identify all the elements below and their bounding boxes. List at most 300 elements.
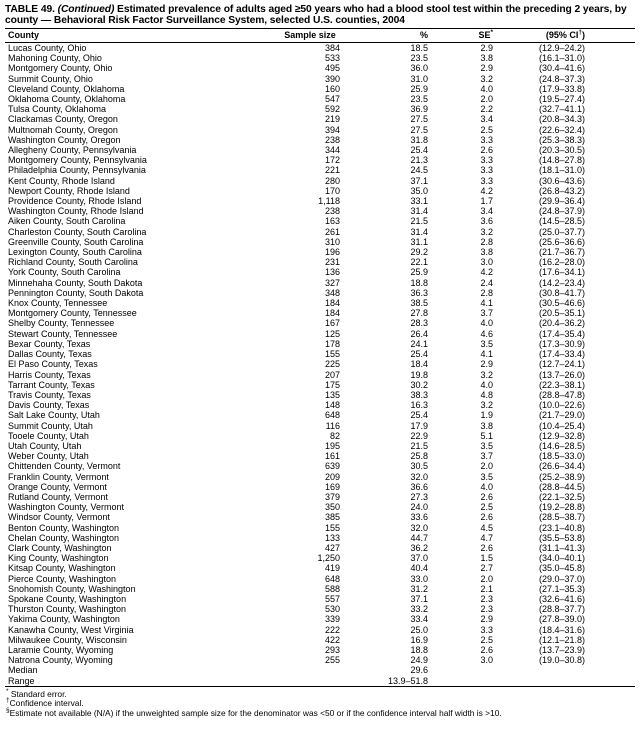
value-cell: 19.8 [410,369,428,380]
spacer-cell [585,339,635,349]
county-cell: Greenville County, South Carolina [8,236,144,247]
header-ci: (95% CI†) [545,29,585,40]
table-row [5,43,635,54]
value-cell: 184 [324,298,340,309]
value-cell: (30.6–43.6) [538,175,585,186]
footnote-marker: † [6,697,10,705]
spacer-cell [585,359,635,369]
spacer-cell [585,308,635,318]
county-cell: Montgomery County, Pennsylvania [8,155,147,166]
value-cell: 3.8 [480,247,493,258]
value-cell: 18.8 [410,644,428,655]
value-cell: 23.5 [410,53,428,64]
table-row [5,176,635,186]
value-cell: 37.1 [410,593,428,604]
value-cell: 4.2 [480,267,493,278]
value-cell: 3.3 [480,155,493,166]
value-cell: 178 [324,338,340,349]
county-cell: Bexar County, Texas [8,338,91,349]
value-cell: 36.0 [410,63,428,74]
value-cell: 25.8 [410,451,428,462]
table-row [5,604,635,614]
value-cell: 32.0 [410,522,428,533]
value-cell: 163 [324,216,340,227]
table-row [5,145,635,155]
value-cell: 2.1 [480,583,493,594]
footnote-line [6,709,635,719]
value-cell: 3.7 [480,451,493,462]
value-cell: (35.5–53.8) [538,532,585,543]
county-cell: Tarrant County, Texas [8,379,95,390]
spacer-cell [585,533,635,543]
value-cell: 33.0 [410,573,428,584]
value-cell: 35.0 [410,185,428,196]
spacer-cell [585,74,635,84]
value-cell: (27.1–35.3) [538,583,585,594]
value-cell: 3.3 [480,624,493,635]
value-cell: (25.6–36.6) [538,236,585,247]
table-row [5,94,635,104]
table-row [5,482,635,492]
value-cell: 3.2 [480,400,493,411]
value-cell [428,665,493,675]
value-cell: (32.6–41.6) [538,593,585,604]
value-cell: (29.9–36.4) [538,196,585,207]
table-row [5,400,635,410]
spacer-cell [585,216,635,226]
table-row [5,553,635,563]
table-row [5,574,635,584]
table-row [5,247,635,257]
value-cell: 4.0 [480,318,493,329]
value-cell: 40.4 [410,563,428,574]
value-cell: (29.0–37.0) [538,573,585,584]
county-cell: El Paso County, Texas [8,359,98,370]
spacer-cell [585,553,635,563]
value-cell: (10.0–22.6) [538,400,585,411]
county-cell: Washington County, Rhode Island [8,206,144,217]
spacer-cell [585,298,635,308]
spacer-cell [585,421,635,431]
value-cell: (28.8–44.5) [538,481,585,492]
spacer-cell [585,94,635,104]
value-cell: 2.0 [480,461,493,472]
value-cell: 385 [324,512,340,523]
value-cell: 3.2 [480,73,493,84]
table-row [5,523,635,533]
spacer-cell [585,523,635,533]
value-cell: 196 [324,247,340,258]
value-cell: 24.9 [410,655,428,666]
value-cell: (20.8–34.3) [538,114,585,125]
value-cell: 175 [324,379,340,390]
value-cell: 1.7 [480,196,493,207]
header-se: SE* [478,29,493,40]
value-cell: (12.9–32.8) [538,430,585,441]
value-cell: 557 [324,593,340,604]
value-cell: 36.3 [410,287,428,298]
spacer-cell [585,400,635,410]
spacer-cell [585,84,635,94]
title-continued-label: (Continued) [57,4,115,15]
value-cell: 37.1 [410,175,428,186]
county-cell: Summit County, Utah [8,420,93,431]
table-row [5,431,635,441]
table-row [5,645,635,655]
title-prefix: TABLE 49. [5,4,55,15]
spacer-cell [585,53,635,63]
spacer-cell [585,635,635,645]
value-cell: 3.8 [480,420,493,431]
value-cell: 4.0 [480,83,493,94]
value-cell: 3.5 [480,440,493,451]
spacer-cell [585,655,635,665]
value-cell: (18.4–31.6) [538,624,585,635]
spacer-cell [585,461,635,471]
value-cell: 22.1 [410,257,428,268]
value-cell: 22.9 [410,430,428,441]
table-row [5,584,635,594]
value-cell: 27.8 [410,308,428,319]
value-cell: 327 [324,277,340,288]
value-cell: 3.4 [480,206,493,217]
value-cell: 2.0 [480,573,493,584]
table-row [5,298,635,308]
value-cell: 219 [324,114,340,125]
value-cell: (21.7–29.0) [538,410,585,421]
value-cell: 3.2 [480,369,493,380]
table-row [5,512,635,522]
value-cell: 344 [324,145,340,156]
county-cell: Weber County, Utah [8,451,89,462]
value-cell: (31.1–41.3) [538,542,585,553]
value-cell: 161 [324,451,340,462]
table-row [5,441,635,451]
table-row [5,451,635,461]
value-cell: (24.8–37.9) [538,206,585,217]
spacer-cell [585,104,635,114]
value-cell: (13.7–26.0) [538,369,585,380]
table-row [5,594,635,604]
value-cell: 33.1 [410,196,428,207]
value-cell: 588 [324,583,340,594]
value-cell: 1,250 [317,553,340,564]
value-cell: 2.9 [480,359,493,370]
table-row [5,135,635,145]
value-cell: (14.2–23.4) [538,277,585,288]
value-cell: 495 [324,63,340,74]
value-cell: 21.5 [410,440,428,451]
value-cell: 384 [324,43,340,53]
county-cell: Providence County, Rhode Island [8,196,142,207]
table-row [5,257,635,267]
value-cell: 3.5 [480,471,493,482]
county-cell: Pennington County, South Dakota [8,287,144,298]
value-cell: 148 [324,400,340,411]
county-cell: Allegheny County, Pennsylvania [8,145,137,156]
table-row [5,533,635,543]
header-row [5,29,635,43]
value-cell: 37.0 [410,553,428,564]
value-cell: 125 [324,328,340,339]
spacer-cell [585,370,635,380]
table-row [5,461,635,471]
value-cell: 255 [324,655,340,666]
value-cell: (17.4–33.4) [538,349,585,360]
table-row [5,206,635,216]
table-row [5,614,635,624]
value-cell: 13.9–51.8 [387,675,428,686]
value-cell: 24.0 [410,502,428,513]
spacer-cell [585,574,635,584]
value-cell: (34.0–40.1) [538,553,585,564]
value-cell: 21.3 [410,155,428,166]
county-cell: Utah County, Utah [8,440,82,451]
value-cell: 31.0 [410,73,428,84]
value-cell: 207 [324,369,340,380]
county-cell: King County, Washington [8,553,109,564]
value-cell: 31.8 [410,134,428,145]
county-cell: Tooele County, Utah [8,430,89,441]
title-text: Estimated prevalence of adults aged ≥50 years who had a blood stool test within the preceding 2 years, by county — Behavioral Risk Factor Surveillance System, selected U.S. counties, 2004 [5,4,627,26]
spacer-cell [585,125,635,135]
county-cell: Lexington County, South Carolina [8,247,142,258]
table-row [5,543,635,553]
county-cell: Newport County, Rhode Island [8,185,130,196]
spacer-cell [585,165,635,175]
value-cell: 2.9 [480,614,493,625]
value-cell: 30.2 [410,379,428,390]
value-cell: 172 [324,155,340,166]
value-cell: 17.9 [410,420,428,431]
value-cell: 547 [324,94,340,105]
table-row [5,63,635,73]
value-cell: (14.8–27.8) [538,155,585,166]
table-row [5,53,635,63]
value-cell: 18.5 [410,43,428,53]
table-row [5,635,635,645]
county-cell: Charleston County, South Carolina [8,226,147,237]
value-cell: 3.4 [480,114,493,125]
value-cell: 4.8 [480,389,493,400]
county-cell: Spokane County, Washington [8,593,127,604]
value-cell: 2.4 [480,277,493,288]
value-cell: (17.3–30.9) [538,338,585,349]
county-cell: Tulsa County, Oklahoma [8,104,107,115]
county-cell: Windsor County, Vermont [8,512,110,523]
value-cell: 21.5 [410,216,428,227]
value-cell: (26.8–43.2) [538,185,585,196]
value-cell: 2.9 [480,43,493,53]
value-cell: 33.6 [410,512,428,523]
value-cell [493,676,585,687]
value-cell: 44.7 [410,532,428,543]
table-row [5,359,635,369]
value-cell: (16.1–31.0) [538,53,585,64]
value-cell: 24.1 [410,338,428,349]
value-cell: 394 [324,124,340,135]
table-row [5,114,635,124]
spacer-cell [585,247,635,257]
value-cell: (23.1–40.8) [538,522,585,533]
value-cell: 533 [324,53,340,64]
value-cell: 27.5 [410,114,428,125]
value-cell: (22.1–32.5) [538,491,585,502]
value-cell: 31.4 [410,226,428,237]
value-cell: 23.5 [410,94,428,105]
table-row [5,349,635,359]
value-cell: 4.7 [480,532,493,543]
value-cell: 16.9 [410,634,428,645]
value-cell: 26.4 [410,328,428,339]
spacer-cell [585,288,635,298]
spacer-cell [585,267,635,277]
value-cell: 2.7 [480,563,493,574]
county-cell: Multnomah County, Oregon [8,124,118,135]
county-cell: Natrona County, Wyoming [8,655,113,666]
footnote-text: Standard error. [8,688,67,699]
value-cell: (35.0–45.8) [538,563,585,574]
footnote-text: Confidence interval. [9,698,84,709]
spacer-cell [585,676,635,687]
spacer-cell [585,349,635,359]
value-cell: 2.5 [480,124,493,135]
value-cell: 348 [324,287,340,298]
value-cell: (27.8–39.0) [538,614,585,625]
value-cell: 155 [324,349,340,360]
value-cell: 2.8 [480,287,493,298]
value-cell: 379 [324,491,340,502]
value-cell: 2.0 [480,94,493,105]
value-cell: 4.5 [480,522,493,533]
table-row [5,676,635,687]
value-cell: 36.6 [410,481,428,492]
value-cell: 261 [324,226,340,237]
value-cell: 3.3 [480,134,493,145]
value-cell: 167 [324,318,340,329]
value-cell: (25.3–38.3) [538,134,585,145]
value-cell: 2.5 [480,634,493,645]
county-cell: Clackamas County, Oregon [8,114,118,125]
county-cell: Summit County, Ohio [8,73,93,84]
spacer-cell [585,614,635,624]
value-cell: 31.4 [410,206,428,217]
value-cell: 222 [324,624,340,635]
value-cell: (25.2–38.9) [538,471,585,482]
value-cell: 231 [324,257,340,268]
table-row [5,380,635,390]
value-cell: 33.4 [410,614,428,625]
value-cell: (18.5–33.0) [538,451,585,462]
footnote-marker: § [6,707,10,715]
spacer-cell [585,604,635,614]
value-cell: 36.9 [410,104,428,115]
value-cell: 1,118 [318,196,340,207]
value-cell: (19.5–27.4) [538,94,585,105]
value-cell: 639 [324,461,340,472]
spacer-cell [585,43,635,54]
table-row [5,339,635,349]
value-cell: 648 [324,573,340,584]
county-cell: Washington County, Oregon [8,134,121,145]
county-cell: Yakima County, Washington [8,614,120,625]
value-cell: 82 [329,430,340,441]
table-row [5,563,635,573]
spacer-cell [585,584,635,594]
prevalence-table [5,28,635,687]
value-cell: 280 [324,175,340,186]
county-cell: Chelan County, Washington [8,532,120,543]
county-cell: Laramie County, Wyoming [8,644,114,655]
value-cell: 27.5 [410,124,428,135]
county-cell: Philadelphia County, Pennsylvania [8,165,146,176]
value-cell: 427 [324,542,340,553]
value-cell: (20.4–36.2) [538,318,585,329]
spacer-cell [585,63,635,73]
value-cell: (17.4–35.4) [538,328,585,339]
value-cell: 390 [324,73,340,84]
table-row [5,665,635,675]
table-row [5,308,635,318]
county-cell: Thurston County, Washington [8,604,127,615]
value-cell: 31.2 [410,583,428,594]
spacer-cell [585,145,635,155]
value-cell: 530 [324,604,340,615]
value-cell: 2.6 [480,512,493,523]
value-cell: 195 [324,440,340,451]
spacer-cell [585,625,635,635]
spacer-cell [585,380,635,390]
county-cell: Harris County, Texas [8,369,91,380]
value-cell: (24.8–37.3) [538,73,585,84]
value-cell: 169 [324,481,340,492]
county-cell: Salt Lake County, Utah [8,410,100,421]
value-cell: 25.0 [410,624,428,635]
value-cell: (21.7–36.7) [538,247,585,258]
value-cell: 5.1 [480,430,493,441]
value-cell: 4.0 [480,379,493,390]
table-row [5,492,635,502]
table-row [5,125,635,135]
table-row [5,502,635,512]
footnote-line [6,690,635,700]
value-cell: (14.6–28.5) [538,440,585,451]
value-cell: (30.5–46.6) [538,298,585,309]
table-row [5,186,635,196]
spacer-cell [585,278,635,288]
county-cell: Median [8,665,38,676]
value-cell: 4.1 [480,298,493,309]
value-cell: 422 [324,634,340,645]
spacer-cell [585,492,635,502]
value-cell: 2.2 [480,104,493,115]
county-cell: Milwaukee County, Wisconsin [8,634,127,645]
value-cell: (22.3–38.1) [538,379,585,390]
county-cell: Washington County, Vermont [8,502,125,513]
value-cell: 221 [324,165,340,176]
table-row [5,421,635,431]
spacer-cell [585,206,635,216]
spacer-cell [585,665,635,675]
county-cell: Range [8,675,35,686]
value-cell [493,665,585,675]
value-cell [280,676,340,687]
value-cell: 3.7 [480,308,493,319]
county-cell: Lucas County, Ohio [8,43,87,53]
value-cell: (25.0–37.7) [538,226,585,237]
spacer-cell [585,563,635,573]
value-cell: 136 [324,267,340,278]
